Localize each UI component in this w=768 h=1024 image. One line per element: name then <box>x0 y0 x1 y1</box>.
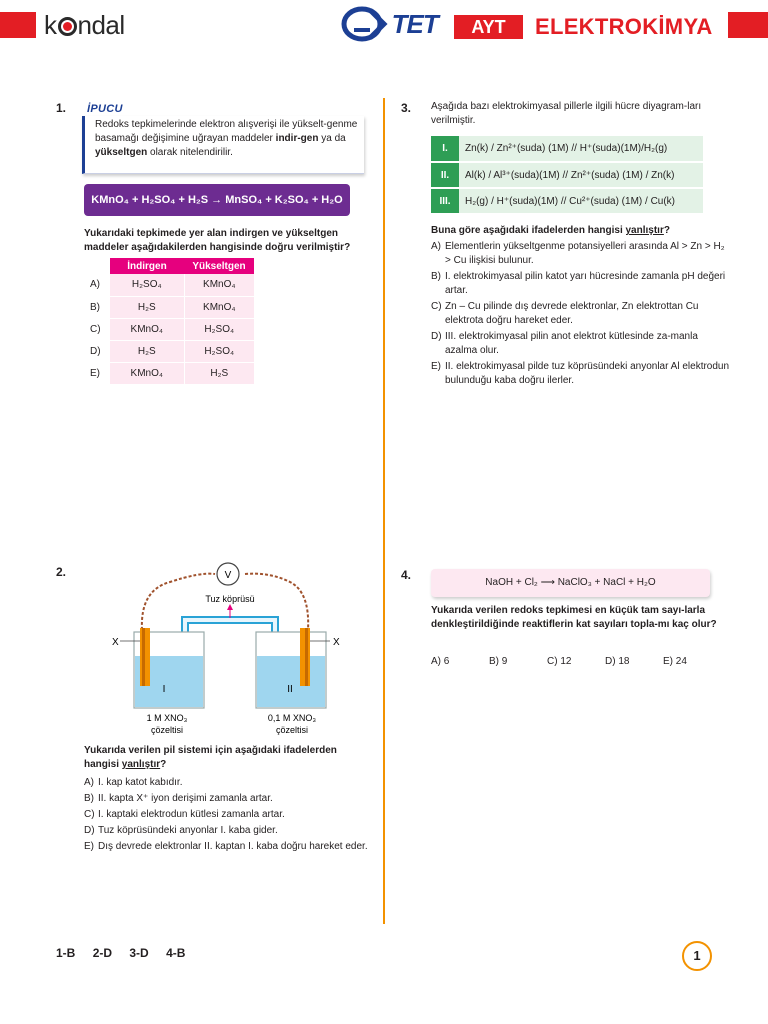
answer-option[interactable]: C) Zn – Cu pilinde dış devrede elektronlar, Zn elektrottan Cu elektrota doğru hareket eder. <box>431 301 699 326</box>
question-number: 4. <box>401 568 412 582</box>
answer-option[interactable]: A) Elementlerin yükseltgenme potansiyelleri arasında Al > Zn > H₂ > Cu ilişkisi bulunur. <box>431 241 725 266</box>
answer-option[interactable]: E) II. elektrokimyasal pilde tuz köprüsündeki anyonlar Al elektrodun bulunduğu kaba doğru ilerler. <box>431 361 730 386</box>
salt-bridge-label: Tuz köprüsü <box>205 594 255 604</box>
table-row[interactable]: D) H₂S H₂SO₄ <box>84 340 254 362</box>
answer-option[interactable]: A) 6 <box>431 656 450 667</box>
answer-option[interactable]: B) I. elektrokimyasal pilin katot yarı hücresinde zamanla pH değeri artar. <box>431 271 726 296</box>
table-row[interactable]: E) KMnO₄ H₂S <box>84 362 254 384</box>
solution-1-label: 1 M XNO₃ <box>146 713 188 723</box>
topic-title: ELEKTROKİMYA <box>535 14 713 39</box>
q1-answer-table <box>84 258 254 385</box>
answer-option[interactable]: E) 24 <box>663 656 687 667</box>
q2-stem: Yukarıda verilen pil sistemi için aşağıdaki ifadelerden hangisi yanlıştır? <box>84 745 337 770</box>
answer-option[interactable]: B) II. kapta X⁺ iyon derişimi zamanla artar. <box>84 793 273 804</box>
q1-reaction: KMnO₄ + H₂SO₄ + H₂S → MnSO₄ + K₂SO₄ + H₂O <box>84 184 350 216</box>
q2-options <box>84 776 372 856</box>
answer-option[interactable]: A) I. kap katot kabıdır. <box>84 777 183 788</box>
q3-stem: Aşağıda bazı elektrokimyasal pillerle ilgili hücre diyagram-ları verilmiştir. <box>431 101 702 126</box>
table-row[interactable]: C) KMnO₄ H₂SO₄ <box>84 318 254 340</box>
solution-2-label: 0,1 M XNO₃ <box>267 713 317 723</box>
cell-diagram-table <box>431 136 703 215</box>
answer-option[interactable]: B) 9 <box>489 656 508 667</box>
brand-o-icon <box>58 17 77 36</box>
tip-title: İPUCU <box>87 103 123 115</box>
column-divider <box>383 98 385 924</box>
answer-key: 1-B 2-D 3-D 4-B <box>56 946 186 960</box>
q3-options <box>431 240 731 390</box>
col-header-reducer: İndirgen <box>110 258 184 274</box>
solution-2-sub: çözeltisi <box>275 725 309 735</box>
q3-question: Buna göre aşağıdaki ifadelerden hangisi yanlıştır? <box>431 225 670 236</box>
answer-option[interactable]: D) III. elektrokimyasal pilin anot elektrot kütlesinde za-manla azalma olur. <box>431 331 698 356</box>
electrode-right-label: X <box>333 637 340 648</box>
electrode-left-label: X <box>112 637 119 648</box>
answer-option[interactable]: D) Tuz köprüsündeki anyonlar I. kaba gider. <box>84 825 278 836</box>
answer-option[interactable]: C) I. kaptaki elektrodun kütlesi zamanla artar. <box>84 809 285 820</box>
tip-text: Redoks tepkimelerinde elektron alışverişi ile yükselt-genme basamağı değişimine uğrayan maddeler indir-gen ya da yükseltgen olarak nitelendirilir. <box>95 119 358 158</box>
oktet-logo-text: TET <box>373 9 438 39</box>
exam-badge: AYT <box>454 15 523 39</box>
cell-2-label: II <box>287 684 293 695</box>
table-row[interactable]: A) H₂SO₄ KMnO₄ <box>84 274 254 296</box>
q1-stem: Yukarıdaki tepkimede yer alan indirgen ve yükseltgen maddeler aşağıdakilerden hangisinde doğru verilmiştir? <box>84 228 351 253</box>
table-row: III. H₂(g) / H⁺(suda)(1M) // Cu²⁺(suda) (1M) / Cu(k) <box>431 188 703 214</box>
solution-1-sub: çözeltisi <box>150 725 184 735</box>
question-number: 2. <box>56 565 67 579</box>
answer-option[interactable]: D) 18 <box>605 656 630 667</box>
header-left-bar <box>0 12 36 38</box>
q4-reaction: NaOH + Cl₂ ⟶ NaClO₃ + NaCl + H₂O <box>431 569 710 597</box>
tip-box <box>82 116 364 174</box>
voltmeter-label: V <box>224 570 232 581</box>
galvanic-cell-diagram <box>100 560 360 738</box>
answer-option[interactable]: C) 12 <box>547 656 572 667</box>
question-number: 3. <box>401 101 412 115</box>
col-header-oxidizer: Yükseltgen <box>184 258 254 274</box>
answer-option[interactable]: E) Dış devrede elektronlar II. kaptan I. kaba doğru hareket eder. <box>84 841 368 852</box>
page-number: 1 <box>682 941 712 971</box>
cell-1-label: I <box>162 684 166 695</box>
brand-logo: k ndal <box>44 10 125 40</box>
table-row[interactable]: B) H₂S KMnO₄ <box>84 296 254 318</box>
question-number: 1. <box>56 101 67 115</box>
table-row: II. Al(k) / Al³⁺(suda)(1M) // Zn²⁺(suda) (1M) / Zn(k) <box>431 162 703 188</box>
q4-options <box>431 656 721 667</box>
table-row: I. Zn(k) / Zn²⁺(suda) (1M) // H⁺(suda)(1M)/H₂(g) <box>431 136 703 162</box>
header-right-bar <box>728 12 768 38</box>
q4-stem: Yukarıda verilen redoks tepkimesi en küçük tam sayı-larla denkleştirildiğinde reaktiflerin kat sayıları topla-mı kaç olur? <box>431 605 717 630</box>
